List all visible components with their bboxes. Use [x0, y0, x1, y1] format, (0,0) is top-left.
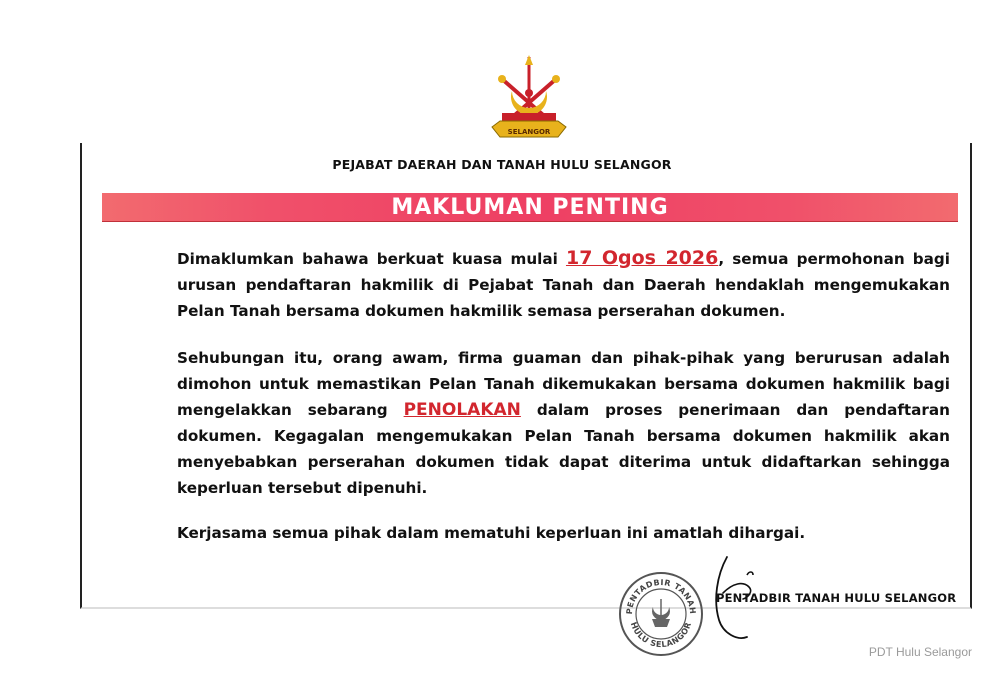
- rejection-highlight: PENOLAKAN: [403, 400, 521, 420]
- p2-intro: Sehubungan itu, orang awam, firma guaman dan pihak-pihak yang berurusan adalah dimohon untuk memastikan Pelan Tanah dikemukakan bersama dokumen hakmilik bagi mengelakkan sebarang: [177, 349, 950, 419]
- official-seal-stamp: [618, 571, 704, 657]
- seal-top-text: PENTADBIR TANAH: [624, 577, 698, 615]
- notice-paragraph-2: [177, 345, 950, 501]
- banner-title: MAKLUMAN PENTING: [391, 195, 669, 220]
- seal-bottom-text: HULU SELANGOR: [628, 620, 694, 650]
- notice-paragraph-3: Kerjasama semua pihak dalam mematuhi keperluan ini amatlah dihargai.: [177, 524, 806, 542]
- p1-intro: Dimaklumkan bahawa berkuat kuasa mulai: [177, 250, 566, 268]
- selangor-crest-logo: [488, 55, 570, 147]
- effective-date: 17 Ogos 2026: [565, 247, 719, 269]
- office-title: PEJABAT DAERAH DAN TANAH HULU SELANGOR: [332, 157, 672, 172]
- p1-rest: , semua permohonan bagi urusan pendaftaran hakmilik di Pejabat Tanah dan Daerah hendaklah mengemukakan Pelan Tanah bersama dokumen hakmilik semasa perserahan dokumen.: [177, 250, 950, 320]
- crest-ribbon-text: SELANGOR: [507, 128, 551, 136]
- signatory-title: PENTADBIR TANAH HULU SELANGOR: [716, 591, 957, 605]
- notice-paragraph-1: [177, 245, 950, 324]
- source-watermark: PDT Hulu Selangor: [868, 645, 972, 659]
- p2-rest: dalam proses penerimaan dan pendaftaran dokumen. Kegagalan mengemukakan Pelan Tanah bersama dokumen hakmilik akan menyebabkan perserahan dokumen tidak dapat diterima untuk didaftarkan sehingga keperluan tersebut dipenuhi.: [177, 401, 950, 497]
- notice-banner: [102, 193, 958, 221]
